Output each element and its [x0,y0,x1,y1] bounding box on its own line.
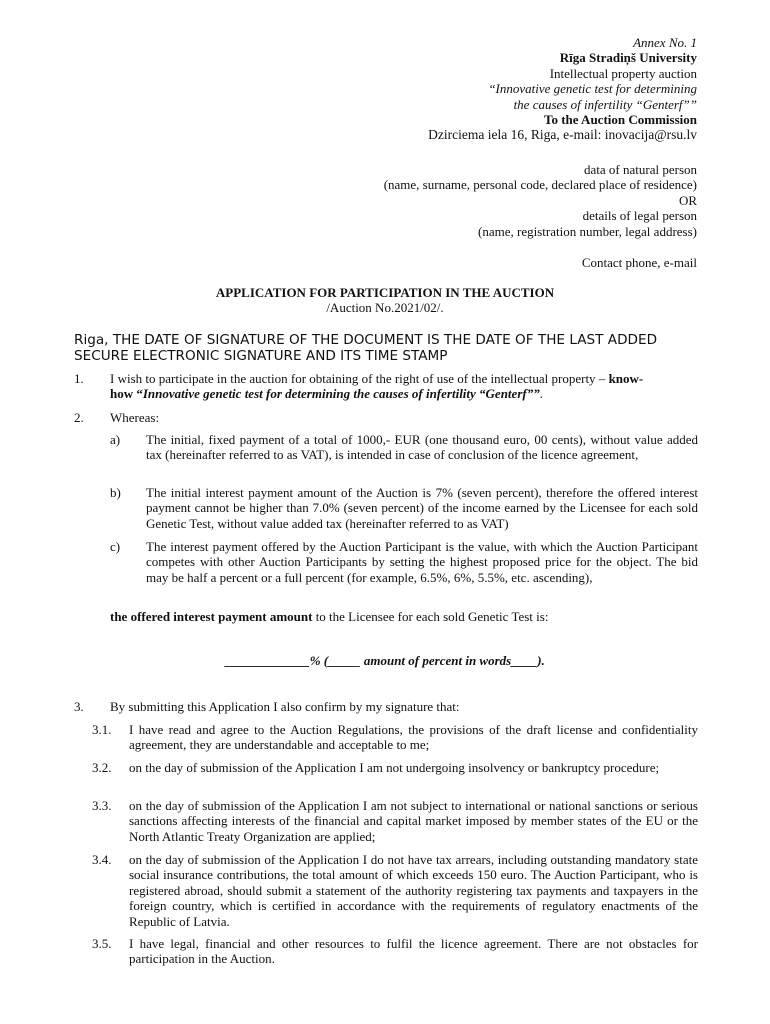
date-line-2: SECURE ELECTRONIC SIGNATURE AND ITS TIME STAMP [74,348,448,364]
item-3-number: 3. [74,699,84,714]
item-3-4-text: on the day of submission of the Application I do not have tax arrears, including outstanding mandatory state social insurance contributions, the total amount of which exceeds 150 euro. The Auction Participant, who is registered abroad, should submit a statement of the authority registering tax payments and taxpayers in the foreign country, which is certified in accordance with the requirements of regulatory enactments of the Republic of Latvia. [129,852,698,929]
item-2a-text: The initial, fixed payment of a total of 1000,- EUR (one thousand euro, 00 cents), without value added tax (hereinafter referred to as VAT), is intended in case of conclusion of the licence agreement, [146,432,698,463]
auction-title-line1: “Innovative genetic test for determining [488,81,697,97]
item-3-5-number: 3.5. [92,936,112,951]
item-2c [110,539,698,585]
item-1-text: I wish to participate in the auction for obtaining of the right of use of the intellectual property – know- how “Innovative genetic test for determining the causes of infertility “Genterf””. [110,371,644,402]
item-3-3-text: on the day of submission of the Application I am not subject to international or national sanctions or serious sanctions affecting interests of the financial and capital market imposed by member states of the EU or the North Atlantic Treaty Organization are applied; [129,798,698,844]
item-3-2 [92,760,698,775]
item-2a [110,432,698,463]
applicant-line2: (name, surname, personal code, declared place of residence) [383,177,697,193]
item-3-1-number: 3.1. [92,722,112,737]
auction-title-line2: the causes of infertility “Genterf”” [513,96,697,112]
date-line [74,332,714,364]
item-2b-letter: b) [110,485,121,500]
item-3-4 [92,852,698,929]
applicant-contact: Contact phone, e-mail [581,255,697,271]
offered-amount-line: the offered interest payment amount to the Licensee for each sold Genetic Test is: [110,609,549,624]
item-2a-letter: a) [110,432,121,447]
item-3-3 [92,798,698,844]
percent-blank-field[interactable]: _____________% (_____ amount of percent in words____). [225,653,545,668]
item-2-lead: Whereas: [110,410,160,425]
applicant-line3: OR [678,192,697,208]
item-2 [74,410,698,425]
date-line-1: Riga, THE DATE OF SIGNATURE OF THE DOCUMENT IS THE DATE OF THE LAST ADDED [74,332,658,348]
item-3-5-text: I have legal, financial and other resources to fulfil the licence agreement. There are not obstacles for participation in the Auction. [129,936,698,967]
applicant-line5: (name, registration number, legal address) [478,223,697,239]
item-2b-text: The initial interest payment amount of the Auction is 7% (seven percent), therefore the offered interest payment cannot be higher than 7.0% (seven percent) of the income earned by the Licensee for each sold Genetic Test, without value added tax (hereinafter referred to as VAT) [146,485,698,531]
item-1-number: 1. [74,371,84,386]
item-2c-text: The interest payment offered by the Auction Participant is the value, with which the Auction Participant competes with other Auction Participants by setting the highest proposed price for the object. The bid may be half a percent or a full percent (for example, 6.5%, 6%, 5.5%, etc. ascending), [146,539,698,585]
annex-number: Annex No. 1 [633,35,697,50]
applicant-details [384,162,697,270]
item-3-lead: By submitting this Application I also confirm by my signature that: [110,699,460,714]
recipient: To the Auction Commission [543,112,697,128]
document-header [428,35,697,143]
item-3 [74,699,698,714]
item-1 [74,371,698,402]
item-3-3-number: 3.3. [92,798,112,813]
item-2c-letter: c) [110,539,121,554]
item-3-5 [92,936,698,967]
item-2b [110,485,698,531]
commission-address: Dzirciema iela 16, Riga, e-mail: inovacija@rsu.lv [428,127,697,143]
item-3-1-text: I have read and agree to the Auction Regulations, the provisions of the draft license and confidentiality agreement, they are understandable and acceptable to me; [129,722,698,753]
item-3-2-text: on the day of submission of the Application I am not undergoing insolvency or bankruptcy procedure; [129,760,660,775]
university-name: Rīga Stradiņš University [559,50,697,66]
auction-label: Intellectual property auction [549,65,697,81]
document-title: APPLICATION FOR PARTICIPATION IN THE AUCTION [215,285,555,300]
applicant-line1: data of natural person [584,162,697,177]
item-3-4-number: 3.4. [92,852,112,867]
item-3-1 [92,722,698,753]
applicant-line4: details of legal person [582,208,697,224]
item-3-2-number: 3.2. [92,760,112,775]
auction-number: /Auction No.2021/02/. [326,300,444,315]
item-2-number: 2. [74,410,84,425]
